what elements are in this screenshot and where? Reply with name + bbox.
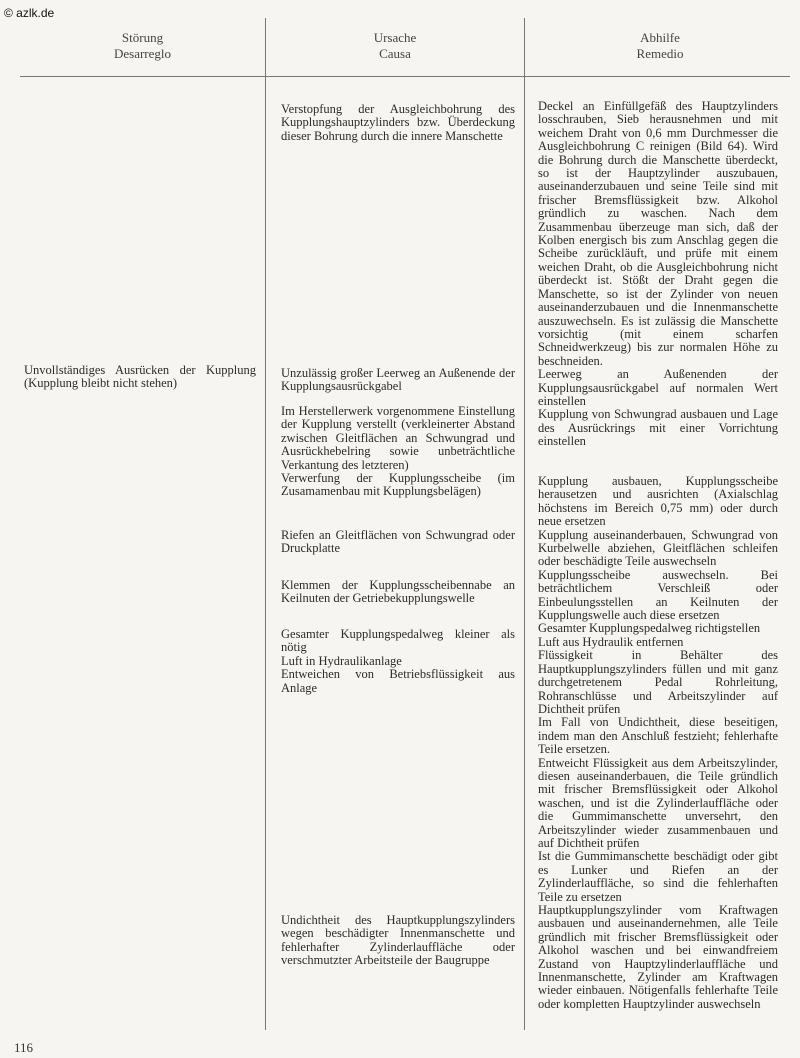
cause-entry-text: Klemmen der Kupplungsscheibennabe an Keilnuten der Getriebekupplungswelle bbox=[281, 578, 515, 606]
header-cause-es: Causa bbox=[379, 46, 411, 61]
cause-entry bbox=[281, 529, 515, 556]
remedy-entry-text: Ist die Gummimanschette beschädigt oder gibt es Lunker und Riefen an der Zylinderlauffläche, so sind die fehlerhaften Teile zu ersetzen bbox=[538, 849, 778, 904]
column-divider bbox=[265, 18, 266, 1030]
cause-entry-text: Entweichen von Betriebsflüssigkeit aus Anlage bbox=[281, 667, 515, 695]
cause-entry bbox=[281, 914, 515, 968]
column-header-remedy bbox=[525, 30, 795, 62]
remedy-entry-text: Leerweg an Außenenden der Kupplungsausrückgabel auf normalen Wert einstellen bbox=[538, 367, 778, 408]
remedy-entry-text: Kupplung auseinanderbauen, Schwungrad von Kurbelwelle abziehen, Gleitflächen schleifen oder beschädigte Teile auswechseln bbox=[538, 527, 778, 569]
header-remedy-de: Abhilfe bbox=[640, 30, 680, 45]
remedy-entry-text: Im Fall von Undichtheit, diese beseitigen, indem man den Anschluß festzieht; fehlerhafte Teile ersetzen. bbox=[538, 715, 778, 757]
header-fault-es: Desarreglo bbox=[113, 46, 172, 61]
cause-entry-text: Verwerfung der Kupplungsscheibe (im Zusamamenbau mit Kupplungsbelägen) bbox=[281, 471, 515, 499]
cause-entry bbox=[281, 103, 515, 143]
cause-entry-text: Undichtheit des Hauptkupplungszylinders wegen beschädigter Innenmanschette und fehlerhafter Zylinderlauffläche oder verschmutzter Arbeitsteile der Baugruppe bbox=[281, 913, 515, 968]
remedy-entry bbox=[538, 475, 778, 1011]
column-header-cause bbox=[266, 30, 524, 62]
fault-entry bbox=[24, 364, 256, 391]
cause-entry bbox=[281, 579, 515, 606]
remedy-entry-text: Kupplung ausbauen, Kupplungsscheibe herausetzen und ausrichten (Axialschlag höchstens im Bereich 0,75 mm) oder durch neue ersetzen bbox=[538, 474, 778, 529]
watermark: © azlk.de bbox=[4, 6, 55, 20]
remedy-entry-text: Luft aus Hydraulik entfernen bbox=[538, 634, 684, 649]
remedy-entry-text: Flüssigkeit in Behälter des Hauptkupplungszylinders füllen und mit ganz durchgetretenem Pedal Rohrleitung, Rohranschlüsse und Arbeitszylinder auf Dichtheit prüfen bbox=[538, 648, 778, 716]
header-divider bbox=[20, 76, 790, 77]
column-divider bbox=[524, 18, 525, 1030]
remedy-entry-text: Kupplungsscheibe auswechseln. Bei beträchtlichem Verschleiß oder Einbeulungsstellen an Keilnuten der Kupplungswelle auch diese ersetzen bbox=[538, 567, 778, 623]
header-remedy-es: Remedio bbox=[636, 46, 684, 61]
cause-entry-text: Verstopfung der Ausgleichbohrung des Kupplungshauptzylinders bzw. Überdeckung dieser Bohrung durch die innere Manschette bbox=[281, 102, 515, 143]
remedy-entry-text: Kupplung von Schwungrad ausbauen und Lage des Ausrückrings mit einer Vorrichtung einstellen bbox=[538, 407, 778, 449]
remedy-entry-text: Deckel an Einfüllgefäß des Hauptzylinders losschrauben, Sieb herausnehmen und mit weichem Draht von 0,6 mm Durchmesser die Ausgleichbohrung C reinigen (Bild 64). Wird die Bohrung durch die Manschette überdeckt, so ist der Hauptzylinder auszubauen, auseinanderzubauen und seine Teile sind mit frischer Bremsflüssigkeit bzw. Alkohol gründlich zu waschen. Nach dem Zusammenbau überzeuge man sich, daß der Kolben energisch bis zum Anschlag gegen die Scheibe zurückläuft, und prüfe mit einem weichen Draht, ob die Ausgleichbohrung nicht überdeckt ist. Stößt der Draht gegen die Manschette, so ist der Zylinder von neuen auseinanderzubauen und die Innenmanschette auszuwechseln. Es ist zulässig die Manschette vorsichtig (mit einem scharfen Schneidwerkzeug) bis zur normalen Höhe zu beschneiden. bbox=[538, 99, 778, 368]
column-header-fault bbox=[20, 30, 265, 62]
cause-entry bbox=[281, 367, 515, 394]
cause-entry-text: Gesamter Kupplungspedalweg kleiner als nötig bbox=[281, 627, 515, 655]
fault-entry-text: Unvollständiges Ausrücken der Kupplung (Kupplung bleibt nicht stehen) bbox=[24, 363, 256, 391]
cause-entry-text: Luft in Hydraulikanlage bbox=[281, 653, 402, 668]
cause-entry bbox=[281, 628, 515, 695]
cause-entry-text: Im Herstellerwerk vorgenommene Einstellung der Kupplung verstellt (verkleinerter Abstand zwischen Gleitflächen an Schwungrad und Ausrückhebelring sowie unbeträchtliche Verkantung des letzteren) bbox=[281, 404, 515, 472]
remedy-entry-text: Gesamter Kupplungspedalweg richtigstellen bbox=[538, 621, 761, 636]
remedy-entry-text: Hauptkupplungszylinder vom Kraftwagen ausbauen und auseinandernehmen, alle Teile gründlich mit frischer Bremsflüssigkeit oder Alkohol waschen und bei einwandfreiem Zustand von Hauptzylinderlauffläche und Innenmanschette, Zylinder am Kraftwagen wieder einbauen. Nötigenfalls fehlerhafte Teile oder kompletten Hauptzylinder auswechseln bbox=[538, 903, 778, 1011]
remedy-entry bbox=[538, 100, 778, 449]
remedy-entry-text: Entweicht Flüssigkeit aus dem Arbeitszylinder, diesen auseinanderbauen, die Teile gründlich mit frischer Bremsflüssigkeit oder Alkohol waschen, und ist die Zylinderlauffläche oder die Gummimanschette unversehrt, den Arbeitszylinder wieder zusammenbauen und auf Dichtheit prüfen bbox=[538, 755, 778, 850]
header-cause-de: Ursache bbox=[373, 30, 417, 45]
cause-entry bbox=[281, 405, 515, 499]
page-number: 116 bbox=[14, 1040, 34, 1055]
header-fault-de: Störung bbox=[121, 30, 164, 45]
cause-entry-text: Riefen an Gleitflächen von Schwungrad oder Druckplatte bbox=[281, 528, 515, 556]
cause-entry-text: Unzulässig großer Leerweg an Außenende der Kupplungsausrückgabel bbox=[281, 366, 515, 394]
